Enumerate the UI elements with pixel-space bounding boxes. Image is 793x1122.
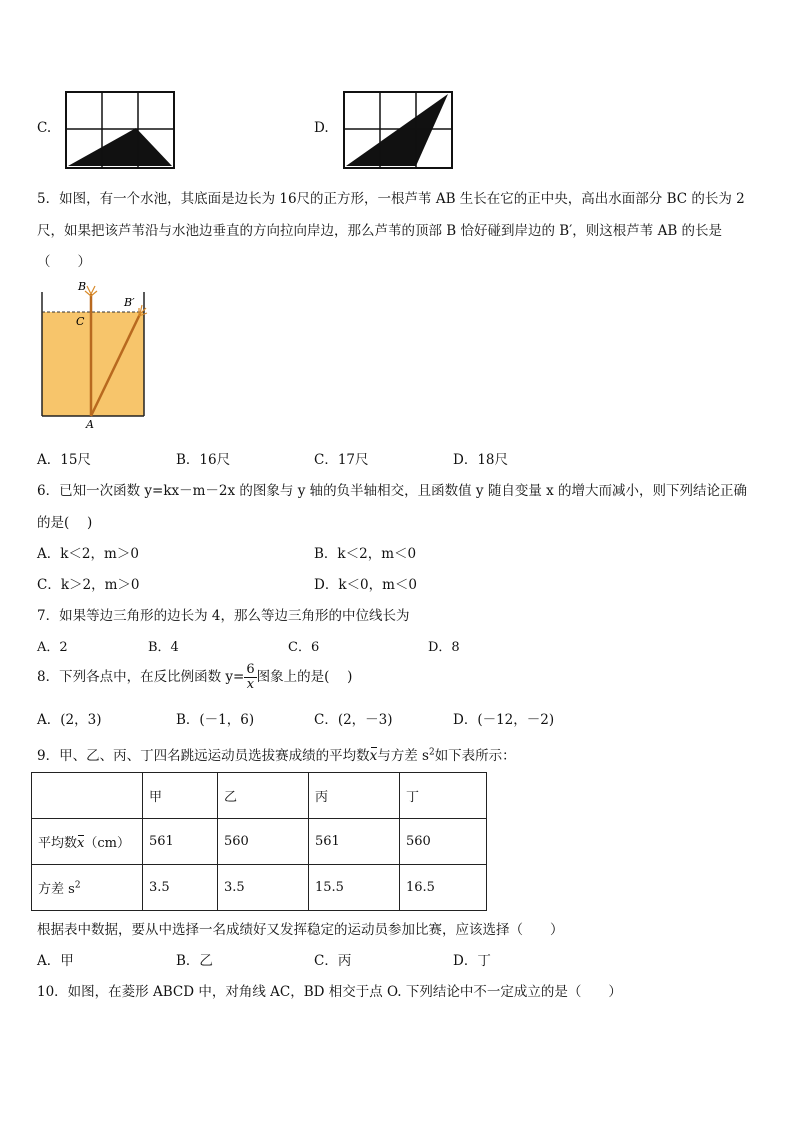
- q5-text-line2: 尺，如果把该芦苇沿与水池边垂直的方向拉向岸边，那么芦苇的顶部 B 恰好碰到岸边的 B′，则这根芦苇 AB 的长是: [37, 223, 723, 239]
- q8-option-a[interactable]: A．(2，3): [37, 712, 102, 728]
- option-c-grid-figure: [64, 90, 176, 170]
- table-header-cell: 甲: [143, 773, 218, 819]
- label-a: A: [86, 418, 94, 430]
- q5-option-b[interactable]: B．16尺: [176, 452, 231, 468]
- option-d-shaded-triangle: [346, 94, 448, 166]
- q8-option-c[interactable]: C．(2，－3): [314, 712, 393, 728]
- pond-water: [42, 312, 144, 416]
- option-d-label: D.: [314, 120, 329, 136]
- table-cell: 561: [309, 819, 400, 865]
- row-label-variance: [32, 865, 143, 911]
- table-cell: 561: [143, 819, 218, 865]
- option-c-shaded-triangle: [68, 128, 172, 166]
- row-label-mean-unit: （cm）: [84, 836, 130, 851]
- q7-text: 7．如果等边三角形的边长为 4，那么等边三角形的中位线长为: [37, 608, 410, 624]
- q9-after-text: 根据表中数据，要从中选择一名成绩好又发挥稳定的运动员参加比赛，应该选择（ ）: [37, 922, 564, 938]
- table-cell: 15.5: [309, 865, 400, 911]
- row-label-mean-text: 平均数: [38, 836, 78, 851]
- label-b-prime: B′: [124, 296, 135, 309]
- table-cell: 3.5: [218, 865, 309, 911]
- q9-intro-c: 如下表所示：: [434, 748, 516, 764]
- option-d-grid-figure: [342, 90, 454, 170]
- q6-option-d[interactable]: D．k＜0，m＜0: [314, 577, 417, 593]
- q5-text-line1: 5．如图，有一个水池，其底面是边长为 16尺的正方形，一根芦苇 AB 生长在它的正中央，高出水面部分 BC 的长为 2: [37, 191, 745, 207]
- q5-text-line3: （ ）: [37, 254, 91, 270]
- row-label-variance-sup: 2: [74, 880, 81, 891]
- table-header-cell: 乙: [218, 773, 309, 819]
- row-label-mean-xbar: x: [77, 836, 85, 851]
- q6-text-line1: 6．已知一次函数 y=kx－m－2x 的图象与 y 轴的负半轴相交，且函数值 y 随自变量 x 的增大而减小，则下列结论正确: [37, 483, 748, 499]
- q5-option-d[interactable]: D．18尺: [453, 452, 509, 468]
- q8-option-d[interactable]: D．(－12，－2): [453, 712, 555, 728]
- q7-option-b[interactable]: B．4: [148, 640, 179, 655]
- label-b: B: [78, 280, 87, 293]
- q9-option-b[interactable]: B．乙: [176, 953, 213, 969]
- q9-intro-b: 与方差 s: [377, 748, 429, 764]
- q8-frac-denominator: x: [246, 677, 255, 692]
- q6-option-c[interactable]: C．k＞2，m＞0: [37, 577, 140, 593]
- q5-option-a[interactable]: A．15尺: [37, 452, 91, 468]
- q6-option-b[interactable]: B．k＜2，m＜0: [314, 546, 417, 562]
- q7-option-c[interactable]: C．6: [288, 640, 320, 655]
- q6-text-line2: 的是( ): [37, 515, 93, 531]
- q9-option-d[interactable]: D．丁: [453, 953, 491, 969]
- q9-option-c[interactable]: C．丙: [314, 953, 352, 969]
- q8-suffix: 图象上的是( ): [256, 669, 353, 685]
- q8-prefix: 8．下列各点中，在反比例函数 y=: [37, 669, 245, 685]
- row-label-mean: [32, 819, 143, 865]
- table-header-row: [32, 773, 487, 819]
- q9-score-table: [31, 772, 487, 911]
- q6-option-a[interactable]: A．k＜2，m＞0: [37, 546, 139, 562]
- table-cell: 560: [218, 819, 309, 865]
- table-header-cell: [32, 773, 143, 819]
- q8-frac-numerator: 6: [246, 662, 255, 677]
- q10-text: 10．如图，在菱形 ABCD 中，对角线 AC，BD 相交于点 O. 下列结论中不一定成立的是（ ）: [37, 984, 622, 1000]
- q7-option-a[interactable]: A．2: [37, 640, 68, 655]
- q9-option-a[interactable]: A．甲: [37, 953, 74, 969]
- q9-xbar: x: [369, 748, 378, 764]
- q5-pond-figure: [36, 278, 156, 430]
- option-c-label: C.: [37, 120, 52, 136]
- label-c: C: [76, 315, 85, 328]
- table-cell: 560: [400, 819, 487, 865]
- table-cell: 16.5: [400, 865, 487, 911]
- table-header-cell: 丁: [400, 773, 487, 819]
- q8-text: [37, 663, 352, 692]
- table-header-cell: 丙: [309, 773, 400, 819]
- row-label-variance-text: 方差 s: [38, 882, 75, 897]
- q9-intro-a: 9．甲、乙、丙、丁四名跳远运动员选拔赛成绩的平均数: [37, 748, 370, 764]
- q9-intro: [37, 744, 516, 764]
- table-row: [32, 819, 487, 865]
- q8-fraction: [244, 663, 256, 692]
- q8-option-b[interactable]: B．(－1，6): [176, 712, 255, 728]
- q9-intro-sup: 2: [428, 747, 435, 758]
- table-cell: 3.5: [143, 865, 218, 911]
- q7-option-d[interactable]: D．8: [428, 640, 460, 655]
- table-row: [32, 865, 487, 911]
- q5-option-c[interactable]: C．17尺: [314, 452, 369, 468]
